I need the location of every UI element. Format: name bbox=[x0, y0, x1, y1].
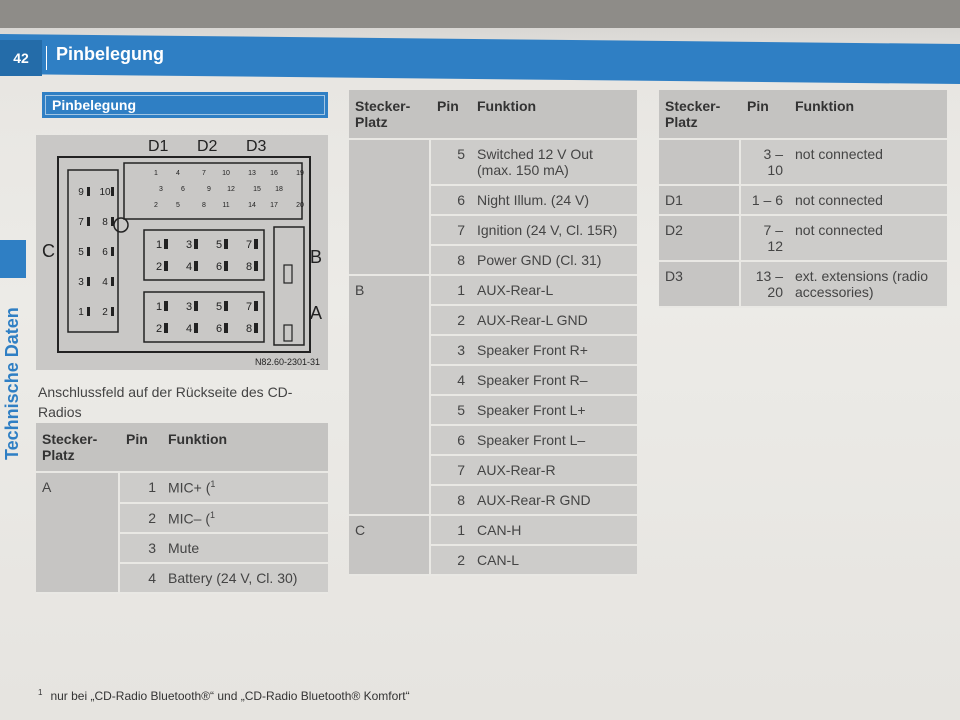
plug-cell: C bbox=[349, 516, 431, 546]
footnote bbox=[38, 688, 410, 703]
function-cell bbox=[162, 504, 328, 535]
table-header-row bbox=[349, 90, 637, 140]
pin-label: 5 bbox=[215, 301, 223, 313]
label-d3: D3 bbox=[246, 138, 267, 155]
d-pin-label: 7 bbox=[202, 170, 206, 177]
pin-label: 3 bbox=[185, 239, 193, 251]
c-pin-label: 5 bbox=[78, 247, 84, 258]
function-text: not connected bbox=[795, 192, 883, 208]
c-pin-label: 4 bbox=[102, 277, 108, 288]
plug-cell: D2 bbox=[659, 216, 741, 262]
pin-label: 2 bbox=[155, 323, 163, 335]
function-text: Night Illum. (24 V) bbox=[477, 192, 590, 208]
pin-cell: 7 bbox=[431, 456, 471, 486]
plug-cell: D1 bbox=[659, 186, 741, 216]
function-text: Switched 12 V Out (max. 150 mA) bbox=[477, 146, 593, 178]
label-d2: D2 bbox=[197, 138, 218, 155]
c-pin-label: 1 bbox=[78, 307, 84, 318]
pin-contact bbox=[224, 301, 228, 311]
pin-label: 6 bbox=[215, 323, 223, 335]
table-row bbox=[36, 504, 328, 535]
page-number: 42 bbox=[0, 40, 42, 76]
header-plug: Stecker-Platz bbox=[36, 423, 120, 473]
function-text: CAN-L bbox=[477, 552, 520, 568]
pin-label: 1 bbox=[155, 301, 163, 313]
function-text: CAN-H bbox=[477, 522, 522, 538]
pin-cell: 5 bbox=[431, 140, 471, 186]
function-cell bbox=[162, 534, 328, 564]
b-pin-labels bbox=[156, 239, 258, 273]
connector-diagram bbox=[36, 135, 328, 370]
function-cell bbox=[162, 564, 328, 594]
c-pin-contact bbox=[111, 247, 114, 256]
d-pin-label: 3 bbox=[159, 186, 163, 193]
pin-label: 4 bbox=[185, 323, 193, 335]
header-plug: Stecker-Platz bbox=[659, 90, 741, 140]
pin-contact bbox=[224, 261, 228, 271]
table-row bbox=[349, 396, 637, 426]
table-row bbox=[349, 186, 637, 216]
pin-cell: 4 bbox=[120, 564, 162, 594]
function-text: Speaker Front L+ bbox=[477, 402, 586, 418]
header-pin: Pin bbox=[741, 90, 789, 140]
d-pin-label: 5 bbox=[176, 202, 180, 209]
pin-cell: 2 bbox=[431, 546, 471, 576]
label-c: C bbox=[42, 241, 55, 261]
diagram-caption: Anschlussfeld auf der Rückseite des CD-Radios bbox=[38, 384, 293, 420]
pin-cell: 3 bbox=[431, 336, 471, 366]
c-pin-contact bbox=[111, 277, 114, 286]
page-title: Pinbelegung bbox=[56, 44, 164, 64]
d-pin-label: 8 bbox=[202, 202, 206, 209]
pin-contact bbox=[194, 323, 198, 333]
slot-pin bbox=[284, 265, 292, 283]
plug-cell bbox=[349, 456, 431, 486]
plug-cell bbox=[349, 546, 431, 576]
pin-cell: 8 bbox=[431, 246, 471, 276]
d-pin-label: 2 bbox=[154, 202, 158, 209]
plug-cell bbox=[36, 564, 120, 594]
header-pin: Pin bbox=[431, 90, 471, 140]
table-row bbox=[349, 306, 637, 336]
pin-label: 3 bbox=[185, 301, 193, 313]
d-pin-label: 4 bbox=[176, 170, 180, 177]
plug-cell: D3 bbox=[659, 262, 741, 308]
power-slot bbox=[274, 227, 304, 345]
c-pin-label: 10 bbox=[99, 187, 111, 198]
d-pin-label: 6 bbox=[181, 186, 185, 193]
diagram-code: N82.60-2301-31 bbox=[254, 357, 320, 367]
function-cell bbox=[162, 473, 328, 504]
pin-label: 2 bbox=[155, 261, 163, 273]
c-pin-label: 6 bbox=[102, 247, 108, 258]
pin-cell: 1 bbox=[431, 516, 471, 546]
function-cell bbox=[789, 216, 947, 262]
table-row bbox=[659, 140, 947, 186]
pin-cell: 2 bbox=[431, 306, 471, 336]
plug-cell bbox=[349, 426, 431, 456]
table-row bbox=[349, 216, 637, 246]
plug-cell bbox=[659, 140, 741, 186]
plug-cell bbox=[36, 534, 120, 564]
table-row bbox=[659, 216, 947, 262]
pin-cell: 8 bbox=[431, 486, 471, 516]
function-text: not connected bbox=[795, 222, 883, 238]
function-text: Ignition (24 V, Cl. 15R) bbox=[477, 222, 618, 238]
plug-cell bbox=[349, 366, 431, 396]
pin-cell: 5 bbox=[431, 396, 471, 426]
table-row bbox=[36, 564, 328, 594]
header-divider bbox=[46, 46, 47, 70]
pin-contact bbox=[254, 239, 258, 249]
pin-label: 8 bbox=[245, 323, 253, 335]
function-cell bbox=[471, 306, 637, 336]
header-function: Funktion bbox=[471, 90, 637, 140]
d-pin-label: 11 bbox=[222, 202, 230, 209]
c-pin-contact bbox=[87, 307, 90, 316]
pin-cell: 3 bbox=[120, 534, 162, 564]
function-text: Speaker Front R– bbox=[477, 372, 588, 388]
d-pin-label: 20 bbox=[296, 202, 304, 209]
table-row bbox=[349, 366, 637, 396]
table-row bbox=[349, 456, 637, 486]
table-row bbox=[659, 262, 947, 308]
d-pin-label: 14 bbox=[248, 202, 256, 209]
pin-contact bbox=[254, 323, 258, 333]
pin-cell: 1 bbox=[431, 276, 471, 306]
table-row bbox=[36, 473, 328, 504]
pin-contact bbox=[224, 239, 228, 249]
plug-cell bbox=[349, 486, 431, 516]
section-heading: Pinbelegung bbox=[42, 92, 328, 118]
pin-cell: 13 – 20 bbox=[741, 262, 789, 308]
function-text: MIC+ ( bbox=[168, 479, 211, 496]
pin-label: 7 bbox=[245, 301, 253, 313]
plug-cell bbox=[36, 504, 120, 535]
c-pin-contact bbox=[87, 277, 90, 286]
table-row bbox=[349, 486, 637, 516]
d-pin-label: 10 bbox=[222, 170, 230, 177]
footnote-ref: 1 bbox=[210, 509, 216, 520]
plug-cell bbox=[349, 336, 431, 366]
c-pin-label: 8 bbox=[102, 217, 108, 228]
function-text: Mute bbox=[168, 540, 200, 557]
pin-table-d bbox=[659, 90, 947, 308]
pin-contact bbox=[164, 261, 168, 271]
function-cell bbox=[471, 366, 637, 396]
pin-contact bbox=[194, 261, 198, 271]
label-d1: D1 bbox=[148, 138, 169, 155]
pin-contact bbox=[164, 323, 168, 333]
function-cell bbox=[789, 140, 947, 186]
header-function: Funktion bbox=[789, 90, 947, 140]
pin-cell: 6 bbox=[431, 426, 471, 456]
c-pin-contact bbox=[111, 307, 114, 316]
footnote-ref: 1 bbox=[210, 479, 216, 489]
function-cell bbox=[471, 140, 637, 186]
header-plug: Stecker-Platz bbox=[349, 90, 431, 140]
pin-contact bbox=[194, 301, 198, 311]
pin-label: 7 bbox=[245, 239, 253, 251]
table-header-row bbox=[36, 423, 328, 473]
pin-cell: 3 – 10 bbox=[741, 140, 789, 186]
table-row bbox=[659, 186, 947, 216]
function-text: ext. extensions (radio accessories) bbox=[795, 268, 929, 300]
function-text: MIC– ( bbox=[168, 510, 210, 527]
table-row bbox=[349, 516, 637, 546]
table-row bbox=[349, 276, 637, 306]
plug-cell bbox=[349, 216, 431, 246]
header-pin: Pin bbox=[120, 423, 162, 473]
pin-contact bbox=[164, 239, 168, 249]
plug-cell bbox=[349, 306, 431, 336]
function-text: AUX-Rear-R GND bbox=[477, 492, 591, 508]
function-cell bbox=[789, 262, 947, 308]
pin-label: 1 bbox=[155, 239, 163, 251]
function-text: AUX-Rear-R bbox=[477, 462, 556, 478]
function-cell bbox=[471, 336, 637, 366]
pin-label: 8 bbox=[245, 261, 253, 273]
table-row bbox=[349, 336, 637, 366]
table-row bbox=[349, 426, 637, 456]
d-pin-label: 16 bbox=[270, 170, 278, 177]
mounting-hole bbox=[114, 218, 128, 232]
c-pin-label: 3 bbox=[78, 277, 84, 288]
function-cell bbox=[471, 396, 637, 426]
pin-contact bbox=[224, 323, 228, 333]
c-pin-label: 7 bbox=[78, 217, 84, 228]
d-pin-label: 13 bbox=[248, 170, 256, 177]
function-cell bbox=[471, 216, 637, 246]
pin-cell: 2 bbox=[120, 504, 162, 535]
d-pin-labels bbox=[154, 170, 304, 209]
plug-cell bbox=[349, 396, 431, 426]
plug-cell bbox=[349, 140, 431, 186]
c-pin-label: 2 bbox=[102, 307, 108, 318]
c-pin-contact bbox=[87, 217, 90, 226]
pin-label: 6 bbox=[215, 261, 223, 273]
pin-cell: 6 bbox=[431, 186, 471, 216]
table-row bbox=[36, 534, 328, 564]
plug-cell: A bbox=[36, 473, 120, 504]
d-pin-label: 19 bbox=[296, 170, 304, 177]
pin-contact bbox=[164, 301, 168, 311]
header-function: Funktion bbox=[162, 423, 328, 473]
function-text: Power GND (Cl. 31) bbox=[477, 252, 602, 268]
function-cell bbox=[471, 546, 637, 576]
function-cell bbox=[789, 186, 947, 216]
label-b: B bbox=[310, 247, 323, 267]
function-cell bbox=[471, 426, 637, 456]
function-cell bbox=[471, 516, 637, 546]
label-a: A bbox=[310, 303, 323, 323]
pin-contact bbox=[194, 239, 198, 249]
pin-contact bbox=[254, 301, 258, 311]
function-cell bbox=[471, 246, 637, 276]
function-cell bbox=[471, 276, 637, 306]
a-pin-labels bbox=[156, 301, 258, 335]
c-pin-contact bbox=[87, 187, 90, 196]
c-pin-contact bbox=[87, 247, 90, 256]
chapter-side-label: Technische Daten bbox=[2, 307, 22, 460]
function-text: Battery (24 V, Cl. 30) bbox=[168, 570, 298, 587]
function-cell bbox=[471, 186, 637, 216]
function-text: not connected bbox=[795, 146, 883, 162]
d-pin-label: 12 bbox=[227, 186, 235, 193]
function-cell bbox=[471, 486, 637, 516]
side-tab-marker bbox=[0, 240, 26, 278]
pin-cell: 1 – 6 bbox=[741, 186, 789, 216]
function-text: AUX-Rear-L bbox=[477, 282, 554, 298]
c-pin-label: 9 bbox=[78, 187, 84, 198]
plug-cell bbox=[349, 186, 431, 216]
pin-contact bbox=[254, 261, 258, 271]
c-pin-labels bbox=[78, 187, 114, 318]
pin-cell: 7 – 12 bbox=[741, 216, 789, 262]
table-row bbox=[349, 140, 637, 186]
d-pin-label: 15 bbox=[253, 186, 261, 193]
page-edge bbox=[0, 0, 960, 28]
pin-cell: 4 bbox=[431, 366, 471, 396]
d-pin-label: 18 bbox=[275, 186, 283, 193]
function-cell bbox=[471, 456, 637, 486]
pin-table-a bbox=[36, 423, 328, 594]
d-pin-label: 1 bbox=[154, 170, 158, 177]
pin-label: 4 bbox=[185, 261, 193, 273]
d-pin-label: 9 bbox=[207, 186, 211, 193]
slot-pin bbox=[284, 325, 292, 341]
pin-label: 5 bbox=[215, 239, 223, 251]
footnote-text: nur bei „CD-Radio Bluetooth®“ und „CD-Radio Bluetooth® Komfort“ bbox=[50, 689, 410, 703]
function-text: Speaker Front L– bbox=[477, 432, 586, 448]
d-pin-label: 17 bbox=[270, 202, 278, 209]
pin-cell: 7 bbox=[431, 216, 471, 246]
pin-table-bc bbox=[349, 90, 637, 576]
footnote-mark: 1 bbox=[38, 688, 43, 697]
function-text: AUX-Rear-L GND bbox=[477, 312, 588, 328]
function-text: Speaker Front R+ bbox=[477, 342, 588, 358]
c-pin-contact bbox=[111, 187, 114, 196]
plug-cell: B bbox=[349, 276, 431, 306]
table-row bbox=[349, 246, 637, 276]
plug-cell bbox=[349, 246, 431, 276]
table-header-row bbox=[659, 90, 947, 140]
table-row bbox=[349, 546, 637, 576]
pin-cell: 1 bbox=[120, 473, 162, 504]
